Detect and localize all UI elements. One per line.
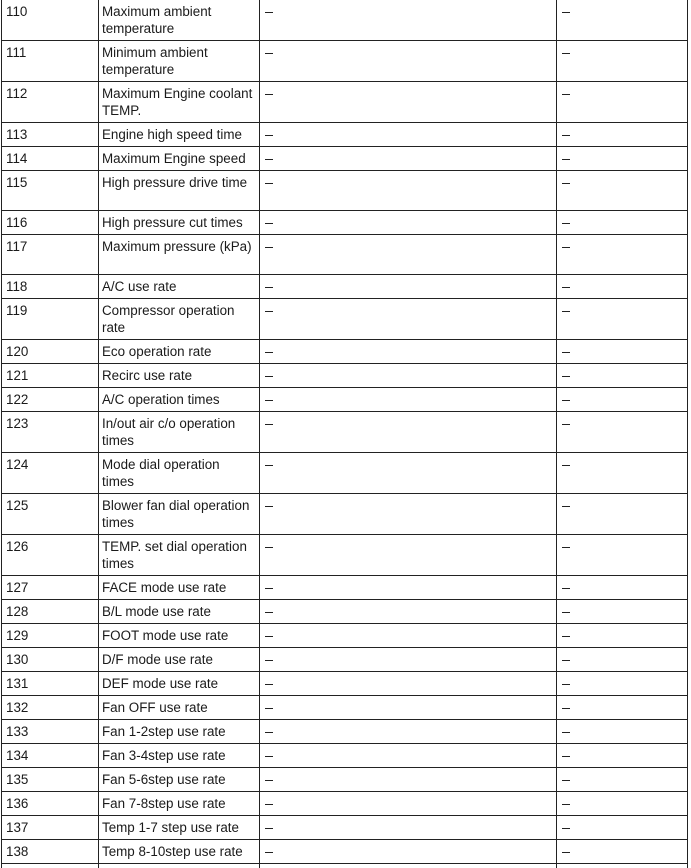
value-text [273,675,274,676]
item-name-cell: B/L mode use rate [99,600,260,624]
secondary-value-cell [557,41,688,82]
table-row [2,696,688,720]
dash-mark [265,424,273,425]
row-number-cell: 111 [2,41,99,82]
dash-mark [562,352,570,353]
dash-mark [265,400,273,401]
dash-mark [562,424,570,425]
dash-mark [562,660,570,661]
dash-mark [265,247,273,248]
table-row [2,275,688,299]
value-text [570,238,571,239]
row-number-cell: 136 [2,792,99,816]
row-number-cell: 119 [2,299,99,340]
row-number-cell: 133 [2,720,99,744]
secondary-value-cell [557,720,688,744]
secondary-value-cell [557,816,688,840]
table-row [2,235,688,275]
item-name-cell: FACE mode use rate [99,576,260,600]
value-cell [260,600,557,624]
dash-mark [562,223,570,224]
item-name-cell: Recirc use rate [99,364,260,388]
secondary-value-cell [557,744,688,768]
table-row [2,299,688,340]
item-name-cell: Fan 3-4step use rate [99,744,260,768]
dash-mark [562,588,570,589]
value-text [273,238,274,239]
dash-mark [265,708,273,709]
table-row [2,624,688,648]
value-cell [260,453,557,494]
table-row [2,82,688,123]
value-text [570,367,571,368]
row-number-cell: 123 [2,412,99,453]
secondary-value-cell [557,147,688,171]
item-name-cell: In/out air c/o operation times [99,412,260,453]
value-text [273,579,274,580]
secondary-value-cell [557,453,688,494]
dash-mark [265,828,273,829]
item-name-cell: Compressor operation rate [99,299,260,340]
dash-mark [265,53,273,54]
row-number-cell: 128 [2,600,99,624]
value-text [273,699,274,700]
item-name-cell: Eco operation rate [99,340,260,364]
value-cell [260,624,557,648]
dash-mark [562,708,570,709]
value-cell [260,840,557,864]
row-number-cell: 131 [2,672,99,696]
value-text [570,627,571,628]
dash-mark [562,756,570,757]
dash-mark [265,376,273,377]
row-number-cell: 138 [2,840,99,864]
value-text [570,819,571,820]
value-cell [260,672,557,696]
secondary-value-cell [557,364,688,388]
value-cell [260,696,557,720]
continuation-cell [260,864,557,868]
dash-mark [265,311,273,312]
table-row [2,816,688,840]
dash-mark [265,780,273,781]
value-text [570,391,571,392]
dash-mark [265,352,273,353]
row-number-cell: 117 [2,235,99,275]
value-text [273,367,274,368]
row-number-cell: 110 [2,0,99,41]
dash-mark [562,684,570,685]
value-text [273,819,274,820]
value-cell [260,340,557,364]
value-text [273,415,274,416]
secondary-value-cell [557,696,688,720]
value-text [570,538,571,539]
item-name-cell: Maximum Engine speed [99,147,260,171]
value-cell [260,535,557,576]
row-number-cell: 113 [2,123,99,147]
value-cell [260,82,557,123]
row-number-cell: 122 [2,388,99,412]
value-cell [260,235,557,275]
value-text [273,795,274,796]
value-text [273,150,274,151]
value-cell [260,816,557,840]
dash-mark [562,732,570,733]
table-row [2,672,688,696]
item-name-cell: Minimum ambient temperature [99,41,260,82]
value-text [570,795,571,796]
dash-mark [265,684,273,685]
secondary-value-cell [557,123,688,147]
secondary-value-cell [557,840,688,864]
item-name-cell: Mode dial operation times [99,453,260,494]
value-cell [260,299,557,340]
value-text [570,214,571,215]
table-row [2,388,688,412]
value-cell [260,211,557,235]
secondary-value-cell [557,672,688,696]
item-name-cell: A/C use rate [99,275,260,299]
row-number-cell: 129 [2,624,99,648]
value-text [273,126,274,127]
table-row [2,840,688,864]
value-cell [260,768,557,792]
secondary-value-cell [557,792,688,816]
secondary-value-cell [557,388,688,412]
secondary-value-cell [557,211,688,235]
item-name-cell: Fan 5-6step use rate [99,768,260,792]
value-text [273,343,274,344]
row-number-cell: 130 [2,648,99,672]
row-number-cell: 118 [2,275,99,299]
row-number-cell: 135 [2,768,99,792]
dash-mark [265,852,273,853]
dash-mark [562,828,570,829]
table-row [2,535,688,576]
value-text [273,723,274,724]
dash-mark [562,376,570,377]
item-name-cell: Maximum ambient temperature [99,0,260,41]
item-name-cell: Blower fan dial operation times [99,494,260,535]
row-number-cell: 132 [2,696,99,720]
table-row [2,171,688,211]
value-cell [260,648,557,672]
dash-mark [265,612,273,613]
dash-mark [265,636,273,637]
item-name-cell: A/C operation times [99,388,260,412]
row-number-cell: 115 [2,171,99,211]
value-cell [260,275,557,299]
value-cell [260,412,557,453]
value-text [570,747,571,748]
row-number-cell: 137 [2,816,99,840]
dash-mark [562,12,570,13]
value-text [273,651,274,652]
secondary-value-cell [557,494,688,535]
value-text [570,723,571,724]
item-name-cell: Fan OFF use rate [99,696,260,720]
value-cell [260,123,557,147]
continuation-cell [557,864,688,868]
item-name-cell: D/F mode use rate [99,648,260,672]
value-cell [260,720,557,744]
table-row [2,600,688,624]
secondary-value-cell [557,171,688,211]
value-text [570,126,571,127]
table-row [2,768,688,792]
value-cell [260,388,557,412]
value-text [570,675,571,676]
secondary-value-cell [557,82,688,123]
row-number-cell: 125 [2,494,99,535]
value-cell [260,147,557,171]
dash-mark [562,400,570,401]
value-text [570,651,571,652]
dash-mark [265,804,273,805]
dash-mark [265,135,273,136]
secondary-value-cell [557,340,688,364]
table-row [2,211,688,235]
secondary-value-cell [557,768,688,792]
table-row [2,720,688,744]
dash-mark [562,547,570,548]
table-row [2,453,688,494]
value-text [273,747,274,748]
value-text [570,44,571,45]
dash-mark [265,506,273,507]
dash-mark [265,588,273,589]
secondary-value-cell [557,535,688,576]
dash-mark [265,287,273,288]
table-row [2,792,688,816]
table-row [2,340,688,364]
dash-mark [562,135,570,136]
dash-mark [562,287,570,288]
value-text [273,174,274,175]
secondary-value-cell [557,0,688,41]
dash-mark [562,465,570,466]
row-number-cell: 127 [2,576,99,600]
value-text [570,278,571,279]
secondary-value-cell [557,235,688,275]
dash-mark [265,732,273,733]
dash-mark [562,183,570,184]
row-number-cell: 116 [2,211,99,235]
table-row [2,41,688,82]
dash-mark [562,612,570,613]
continuation-cell [99,864,260,868]
item-name-cell: Maximum Engine coolant TEMP. [99,82,260,123]
value-text [570,150,571,151]
item-name-cell: High pressure drive time [99,171,260,211]
dash-mark [562,53,570,54]
item-name-cell: Engine high speed time [99,123,260,147]
item-name-cell: Temp 1-7 step use rate [99,816,260,840]
row-number-cell: 120 [2,340,99,364]
row-number-cell: 124 [2,453,99,494]
dash-mark [265,94,273,95]
value-text [570,3,571,4]
value-text [273,302,274,303]
dash-mark [562,852,570,853]
row-number-cell: 112 [2,82,99,123]
value-text [273,456,274,457]
value-text [273,44,274,45]
row-number-cell: 126 [2,535,99,576]
value-text [273,497,274,498]
item-name-cell: Fan 7-8step use rate [99,792,260,816]
dash-mark [265,183,273,184]
value-text [570,302,571,303]
value-text [273,771,274,772]
dash-mark [562,636,570,637]
dash-mark [265,465,273,466]
table-row [2,494,688,535]
dash-mark [562,506,570,507]
value-text [273,391,274,392]
value-text [570,174,571,175]
value-text [570,843,571,844]
dash-mark [265,547,273,548]
row-number-cell: 121 [2,364,99,388]
secondary-value-cell [557,576,688,600]
value-text [273,843,274,844]
value-text [273,214,274,215]
item-name-cell: Temp 8-10step use rate [99,840,260,864]
value-cell [260,494,557,535]
secondary-value-cell [557,299,688,340]
item-name-cell: High pressure cut times [99,211,260,235]
value-text [273,3,274,4]
table-bottom-continuation [2,864,688,868]
table-row [2,576,688,600]
secondary-value-cell [557,648,688,672]
secondary-value-cell [557,624,688,648]
value-text [570,771,571,772]
value-text [273,627,274,628]
value-text [273,538,274,539]
value-text [570,456,571,457]
item-name-cell: FOOT mode use rate [99,624,260,648]
item-name-cell: DEF mode use rate [99,672,260,696]
item-name-cell: Maximum pressure (kPa) [99,235,260,275]
item-name-cell: TEMP. set dial operation times [99,535,260,576]
table-row [2,744,688,768]
value-text [273,85,274,86]
dash-mark [562,780,570,781]
value-text [273,278,274,279]
value-cell [260,41,557,82]
data-table-container [1,0,688,868]
value-cell [260,171,557,211]
value-cell [260,792,557,816]
secondary-value-cell [557,412,688,453]
value-text [273,603,274,604]
value-text [570,415,571,416]
table-row [2,123,688,147]
dash-mark [562,804,570,805]
table-row [2,364,688,388]
dash-mark [562,94,570,95]
dash-mark [265,12,273,13]
value-cell [260,744,557,768]
value-text [570,603,571,604]
dash-mark [265,660,273,661]
dash-mark [265,159,273,160]
value-text [570,579,571,580]
row-number-cell: 114 [2,147,99,171]
value-text [570,699,571,700]
value-cell [260,576,557,600]
value-text [570,85,571,86]
value-cell [260,0,557,41]
table-body [2,0,688,868]
dash-mark [562,311,570,312]
table-row [2,0,688,41]
secondary-value-cell [557,600,688,624]
row-number-cell: 134 [2,744,99,768]
value-cell [260,364,557,388]
dash-mark [265,223,273,224]
table-row [2,648,688,672]
value-text [570,343,571,344]
dash-mark [562,247,570,248]
item-name-cell: Fan 1-2step use rate [99,720,260,744]
table-row [2,147,688,171]
secondary-value-cell [557,275,688,299]
dash-mark [562,159,570,160]
data-table [1,0,688,868]
dash-mark [265,756,273,757]
table-row [2,412,688,453]
continuation-cell [2,864,99,868]
value-text [570,497,571,498]
